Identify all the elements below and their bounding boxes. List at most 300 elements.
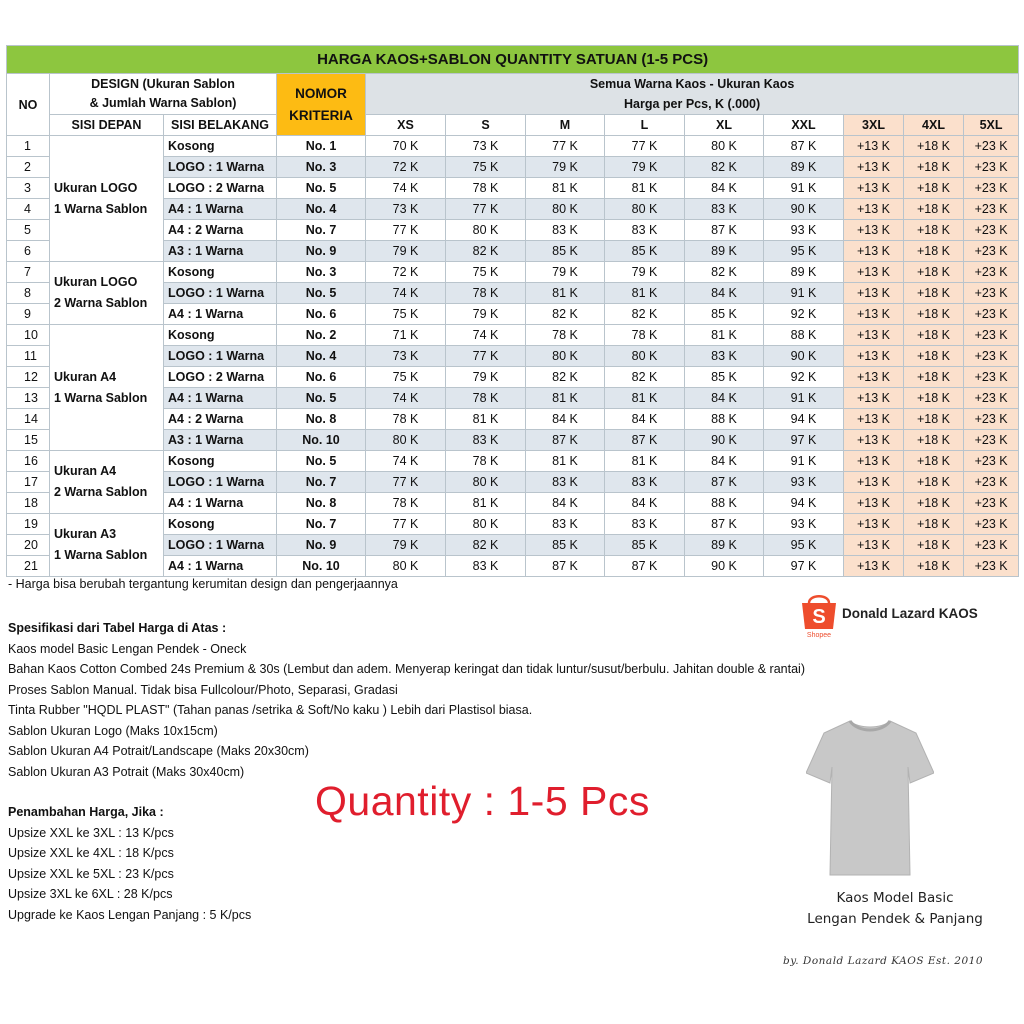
row-number: 20 (7, 535, 50, 556)
price-cell: 93 K (764, 472, 844, 493)
upsize-line: Upgrade ke Kaos Lengan Panjang : 5 K/pcs (8, 907, 252, 922)
extra-size-price-cell: +18 K (904, 220, 964, 241)
price-cell: 79 K (605, 157, 685, 178)
header-size-xl: XL (685, 115, 764, 136)
kriteria-cell: No. 8 (277, 493, 366, 514)
kriteria-cell: No. 7 (277, 472, 366, 493)
header-nomor-kriteria (277, 74, 366, 136)
extra-size-price-cell: +23 K (964, 157, 1019, 178)
sisi-belakang-cell: LOGO : 2 Warna (164, 178, 277, 199)
price-cell: 93 K (764, 514, 844, 535)
extra-size-price-cell: +23 K (964, 556, 1019, 577)
header-semua-line2: Harga per Pcs, K (.000) (624, 97, 761, 111)
design-cell (50, 325, 164, 451)
sisi-belakang-cell: A4 : 1 Warna (164, 304, 277, 325)
header-sisi-belakang: SISI BELAKANG (164, 115, 277, 136)
price-cell: 83 K (526, 220, 605, 241)
extra-size-price-cell: +13 K (844, 556, 904, 577)
kriteria-cell: No. 6 (277, 304, 366, 325)
kriteria-cell: No. 6 (277, 367, 366, 388)
price-cell: 73 K (366, 199, 446, 220)
specs-section (8, 618, 805, 782)
price-cell: 74 K (366, 451, 446, 472)
extra-size-price-cell: +23 K (964, 367, 1019, 388)
kriteria-cell: No. 5 (277, 388, 366, 409)
price-cell: 80 K (446, 472, 526, 493)
upsize-line: Upsize 3XL ke 6XL : 28 K/pcs (8, 887, 173, 901)
price-cell: 79 K (446, 304, 526, 325)
row-number: 8 (7, 283, 50, 304)
price-cell: 71 K (366, 325, 446, 346)
sisi-belakang-cell: LOGO : 1 Warna (164, 535, 277, 556)
extra-size-price-cell: +18 K (904, 283, 964, 304)
header-size-m: M (526, 115, 605, 136)
design-line: 2 Warna Sablon (54, 485, 148, 499)
price-cell: 74 K (446, 325, 526, 346)
price-cell: 91 K (764, 283, 844, 304)
extra-size-price-cell: +18 K (904, 157, 964, 178)
price-cell: 82 K (605, 367, 685, 388)
extra-size-price-cell: +23 K (964, 325, 1019, 346)
sisi-belakang-cell: LOGO : 1 Warna (164, 283, 277, 304)
extra-size-price-cell: +13 K (844, 136, 904, 157)
price-cell: 87 K (685, 472, 764, 493)
tshirt-icon (806, 715, 934, 877)
price-cell: 73 K (366, 346, 446, 367)
price-cell: 80 K (526, 199, 605, 220)
price-cell: 95 K (764, 535, 844, 556)
extra-size-price-cell: +18 K (904, 241, 964, 262)
row-number: 12 (7, 367, 50, 388)
price-cell: 77 K (366, 514, 446, 535)
price-cell: 97 K (764, 556, 844, 577)
sisi-belakang-cell: Kosong (164, 136, 277, 157)
shop-name: Donald Lazard KAOS (842, 606, 978, 621)
extra-size-price-cell: +18 K (904, 178, 964, 199)
extra-size-price-cell: +23 K (964, 220, 1019, 241)
price-cell: 81 K (526, 451, 605, 472)
row-number: 4 (7, 199, 50, 220)
sisi-belakang-cell: A4 : 1 Warna (164, 388, 277, 409)
extra-size-price-cell: +23 K (964, 451, 1019, 472)
header-size-3xl: 3XL (844, 115, 904, 136)
price-cell: 97 K (764, 430, 844, 451)
shopee-bag-icon (799, 591, 839, 639)
price-cell: 72 K (366, 157, 446, 178)
price-cell: 74 K (366, 388, 446, 409)
design-line: Ukuran LOGO (54, 180, 138, 195)
header-size-s: S (446, 115, 526, 136)
price-cell: 78 K (446, 388, 526, 409)
extra-size-price-cell: +18 K (904, 493, 964, 514)
price-cell: 75 K (366, 304, 446, 325)
row-number: 11 (7, 346, 50, 367)
price-cell: 81 K (605, 388, 685, 409)
design-cell (50, 136, 164, 262)
header-size-xxl: XXL (764, 115, 844, 136)
price-table (6, 45, 1019, 577)
price-cell: 81 K (526, 388, 605, 409)
extra-size-price-cell: +23 K (964, 535, 1019, 556)
price-cell: 78 K (366, 409, 446, 430)
price-cell: 83 K (685, 199, 764, 220)
price-cell: 91 K (764, 178, 844, 199)
sisi-belakang-cell: LOGO : 2 Warna (164, 367, 277, 388)
price-cell: 84 K (605, 493, 685, 514)
extra-size-price-cell: +23 K (964, 136, 1019, 157)
table-row (7, 262, 1019, 283)
extra-size-price-cell: +23 K (964, 304, 1019, 325)
sisi-belakang-cell: LOGO : 1 Warna (164, 472, 277, 493)
row-number: 15 (7, 430, 50, 451)
svg-text:S: S (812, 606, 826, 628)
header-design-line2: & Jumlah Warna Sablon) (89, 96, 237, 110)
kriteria-cell: No. 4 (277, 346, 366, 367)
design-cell (50, 451, 164, 514)
row-number: 1 (7, 136, 50, 157)
price-cell: 84 K (526, 493, 605, 514)
price-cell: 80 K (446, 514, 526, 535)
price-cell: 81 K (446, 409, 526, 430)
header-design (50, 74, 277, 115)
shopee-label: Shopee (806, 632, 832, 639)
design-cell (50, 514, 164, 577)
sisi-belakang-cell: A4 : 1 Warna (164, 556, 277, 577)
price-cell: 81 K (605, 451, 685, 472)
price-cell: 90 K (764, 199, 844, 220)
kriteria-cell: No. 5 (277, 451, 366, 472)
extra-size-price-cell: +13 K (844, 199, 904, 220)
price-cell: 83 K (605, 220, 685, 241)
sisi-belakang-cell: Kosong (164, 451, 277, 472)
price-cell: 85 K (526, 241, 605, 262)
extra-size-price-cell: +23 K (964, 430, 1019, 451)
price-cell: 72 K (366, 262, 446, 283)
price-cell: 84 K (685, 178, 764, 199)
price-cell: 85 K (605, 535, 685, 556)
extra-size-price-cell: +23 K (964, 472, 1019, 493)
price-cell: 78 K (526, 325, 605, 346)
upsize-section (8, 802, 251, 925)
specs-title: Spesifikasi dari Tabel Harga di Atas : (8, 621, 227, 635)
quantity-banner: Quantity : 1-5 Pcs (315, 778, 650, 824)
price-cell: 75 K (366, 367, 446, 388)
price-cell: 84 K (526, 409, 605, 430)
price-cell: 77 K (366, 472, 446, 493)
price-cell: 80 K (605, 199, 685, 220)
header-no: NO (7, 74, 50, 136)
price-cell: 78 K (605, 325, 685, 346)
sisi-belakang-cell: A4 : 1 Warna (164, 493, 277, 514)
price-cell: 79 K (526, 157, 605, 178)
price-cell: 77 K (366, 220, 446, 241)
price-cell: 77 K (446, 199, 526, 220)
table-row (7, 514, 1019, 535)
extra-size-price-cell: +23 K (964, 346, 1019, 367)
sisi-belakang-cell: LOGO : 1 Warna (164, 346, 277, 367)
price-cell: 80 K (446, 220, 526, 241)
extra-size-price-cell: +18 K (904, 556, 964, 577)
row-number: 18 (7, 493, 50, 514)
extra-size-price-cell: +13 K (844, 493, 904, 514)
design-line: 1 Warna Sablon (54, 201, 148, 216)
extra-size-price-cell: +18 K (904, 304, 964, 325)
extra-size-price-cell: +13 K (844, 304, 904, 325)
extra-size-price-cell: +18 K (904, 262, 964, 283)
price-cell: 87 K (526, 430, 605, 451)
extra-size-price-cell: +13 K (844, 283, 904, 304)
price-cell: 81 K (605, 178, 685, 199)
price-cell: 81 K (446, 493, 526, 514)
price-cell: 81 K (526, 178, 605, 199)
design-line: Ukuran LOGO (54, 275, 138, 289)
price-cell: 84 K (685, 388, 764, 409)
kriteria-cell: No. 3 (277, 157, 366, 178)
design-line: Ukuran A3 (54, 527, 117, 541)
table-row (7, 325, 1019, 346)
extra-size-price-cell: +18 K (904, 346, 964, 367)
price-note: - Harga bisa berubah tergantung kerumitan design dan pengerjaannya (8, 577, 398, 591)
price-cell: 87 K (605, 430, 685, 451)
extra-size-price-cell: +18 K (904, 535, 964, 556)
row-number: 7 (7, 262, 50, 283)
header-size-5xl: 5XL (964, 115, 1019, 136)
row-number: 9 (7, 304, 50, 325)
price-cell: 80 K (605, 346, 685, 367)
price-cell: 90 K (685, 430, 764, 451)
price-cell: 84 K (685, 283, 764, 304)
extra-size-price-cell: +23 K (964, 409, 1019, 430)
upsize-line: Upsize XXL ke 5XL : 23 K/pcs (8, 866, 174, 881)
price-cell: 70 K (366, 136, 446, 157)
price-cell: 78 K (446, 178, 526, 199)
header-size-l: L (605, 115, 685, 136)
extra-size-price-cell: +13 K (844, 514, 904, 535)
row-number: 13 (7, 388, 50, 409)
price-cell: 80 K (366, 430, 446, 451)
kriteria-cell: No. 10 (277, 430, 366, 451)
specs-line: Sablon Ukuran Logo (Maks 10x15cm) (8, 723, 218, 738)
price-cell: 87 K (526, 556, 605, 577)
header-sisi-depan: SISI DEPAN (50, 115, 164, 136)
extra-size-price-cell: +18 K (904, 136, 964, 157)
price-cell: 81 K (685, 325, 764, 346)
price-cell: 84 K (605, 409, 685, 430)
extra-size-price-cell: +23 K (964, 262, 1019, 283)
extra-size-price-cell: +13 K (844, 388, 904, 409)
extra-size-price-cell: +23 K (964, 178, 1019, 199)
price-cell: 81 K (526, 283, 605, 304)
price-cell: 89 K (764, 157, 844, 178)
price-cell: 74 K (366, 178, 446, 199)
price-cell: 87 K (605, 556, 685, 577)
upsize-title: Penambahan Harga, Jika : (8, 805, 164, 819)
price-cell: 79 K (366, 535, 446, 556)
price-cell: 79 K (446, 367, 526, 388)
price-cell: 94 K (764, 493, 844, 514)
extra-size-price-cell: +23 K (964, 241, 1019, 262)
kriteria-cell: No. 1 (277, 136, 366, 157)
extra-size-price-cell: +13 K (844, 241, 904, 262)
price-cell: 90 K (685, 556, 764, 577)
kriteria-cell: No. 8 (277, 409, 366, 430)
extra-size-price-cell: +18 K (904, 409, 964, 430)
price-cell: 85 K (685, 367, 764, 388)
kriteria-cell: No. 7 (277, 514, 366, 535)
price-cell: 75 K (446, 157, 526, 178)
tshirt-caption (790, 888, 1000, 930)
extra-size-price-cell: +23 K (964, 493, 1019, 514)
price-cell: 93 K (764, 220, 844, 241)
design-line: 1 Warna Sablon (54, 548, 148, 562)
extra-size-price-cell: +13 K (844, 262, 904, 283)
price-cell: 80 K (685, 136, 764, 157)
kriteria-cell: No. 7 (277, 220, 366, 241)
price-cell: 73 K (446, 136, 526, 157)
sisi-belakang-cell: Kosong (164, 325, 277, 346)
specs-line: Sablon Ukuran A3 Potrait (Maks 30x40cm) (8, 764, 245, 779)
design-line: 1 Warna Sablon (54, 390, 148, 405)
extra-size-price-cell: +18 K (904, 514, 964, 535)
price-cell: 83 K (526, 514, 605, 535)
price-cell: 85 K (605, 241, 685, 262)
sisi-belakang-cell: LOGO : 1 Warna (164, 157, 277, 178)
price-cell: 83 K (685, 346, 764, 367)
row-number: 5 (7, 220, 50, 241)
extra-size-price-cell: +18 K (904, 367, 964, 388)
table-title: HARGA KAOS+SABLON QUANTITY SATUAN (1-5 PCS) (7, 46, 1019, 74)
extra-size-price-cell: +13 K (844, 325, 904, 346)
extra-size-price-cell: +18 K (904, 451, 964, 472)
price-cell: 84 K (685, 451, 764, 472)
price-cell: 87 K (764, 136, 844, 157)
price-cell: 87 K (685, 514, 764, 535)
kriteria-cell: No. 9 (277, 241, 366, 262)
extra-size-price-cell: +13 K (844, 451, 904, 472)
specs-line: Proses Sablon Manual. Tidak bisa Fullcolour/Photo, Separasi, Gradasi (8, 682, 398, 697)
upsize-line: Upsize XXL ke 3XL : 13 K/pcs (8, 825, 174, 840)
price-cell: 75 K (446, 262, 526, 283)
price-cell: 87 K (685, 220, 764, 241)
row-number: 16 (7, 451, 50, 472)
price-cell: 88 K (685, 493, 764, 514)
price-cell: 95 K (764, 241, 844, 262)
extra-size-price-cell: +13 K (844, 535, 904, 556)
price-cell: 78 K (446, 283, 526, 304)
sisi-belakang-cell: A4 : 1 Warna (164, 199, 277, 220)
extra-size-price-cell: +13 K (844, 346, 904, 367)
extra-size-price-cell: +18 K (904, 325, 964, 346)
extra-size-price-cell: +13 K (844, 409, 904, 430)
sisi-belakang-cell: A4 : 2 Warna (164, 409, 277, 430)
price-cell: 90 K (764, 346, 844, 367)
price-cell: 82 K (446, 241, 526, 262)
design-line: Ukuran A4 (54, 369, 117, 384)
price-cell: 92 K (764, 367, 844, 388)
price-cell: 80 K (526, 346, 605, 367)
specs-line: Tinta Rubber "HQDL PLAST" (Tahan panas /setrika & Soft/No kaku ) Lebih dari Plastisol biasa. (8, 703, 533, 717)
price-cell: 89 K (764, 262, 844, 283)
price-cell: 85 K (685, 304, 764, 325)
sisi-belakang-cell: A3 : 1 Warna (164, 241, 277, 262)
extra-size-price-cell: +13 K (844, 220, 904, 241)
extra-size-price-cell: +23 K (964, 283, 1019, 304)
table-row (7, 136, 1019, 157)
specs-line: Bahan Kaos Cotton Combed 24s Premium & 30s (Lembut dan adem. Menyerap keringat dan tidak luntur/susut/berbulu. Jahitan double & rantai) (8, 662, 805, 676)
row-number: 2 (7, 157, 50, 178)
sisi-belakang-cell: Kosong (164, 262, 277, 283)
price-cell: 79 K (526, 262, 605, 283)
kriteria-cell: No. 5 (277, 283, 366, 304)
tshirt-caption-line2: Lengan Pendek & Panjang (807, 911, 983, 927)
row-number: 14 (7, 409, 50, 430)
upsize-line: Upsize XXL ke 4XL : 18 K/pcs (8, 846, 174, 860)
kriteria-cell: No. 2 (277, 325, 366, 346)
header-nomor-line1: NOMOR (295, 85, 347, 101)
price-cell: 82 K (685, 157, 764, 178)
extra-size-price-cell: +18 K (904, 199, 964, 220)
header-size-4xl: 4XL (904, 115, 964, 136)
header-nomor-line2: KRITERIA (289, 107, 353, 123)
design-line: 2 Warna Sablon (54, 296, 148, 310)
extra-size-price-cell: +23 K (964, 388, 1019, 409)
price-cell: 82 K (605, 304, 685, 325)
price-cell: 77 K (446, 346, 526, 367)
price-cell: 78 K (366, 493, 446, 514)
price-cell: 85 K (526, 535, 605, 556)
price-cell: 83 K (446, 556, 526, 577)
header-semua-line1: Semua Warna Kaos - Ukuran Kaos (589, 77, 795, 91)
price-cell: 80 K (366, 556, 446, 577)
header-size-xs: XS (366, 115, 446, 136)
price-cell: 83 K (526, 472, 605, 493)
table-row (7, 451, 1019, 472)
price-cell: 82 K (526, 367, 605, 388)
extra-size-price-cell: +13 K (844, 178, 904, 199)
extra-size-price-cell: +23 K (964, 514, 1019, 535)
sisi-belakang-cell: Kosong (164, 514, 277, 535)
extra-size-price-cell: +13 K (844, 430, 904, 451)
price-cell: 79 K (366, 241, 446, 262)
row-number: 10 (7, 325, 50, 346)
signature: by. Donald Lazard KAOS Est. 2010 (783, 955, 984, 967)
price-cell: 91 K (764, 388, 844, 409)
kriteria-cell: No. 3 (277, 262, 366, 283)
design-line: Ukuran A4 (54, 464, 117, 478)
price-cell: 82 K (526, 304, 605, 325)
price-cell: 81 K (605, 283, 685, 304)
price-cell: 74 K (366, 283, 446, 304)
extra-size-price-cell: +23 K (964, 199, 1019, 220)
row-number: 17 (7, 472, 50, 493)
extra-size-price-cell: +13 K (844, 367, 904, 388)
kriteria-cell: No. 9 (277, 535, 366, 556)
price-cell: 94 K (764, 409, 844, 430)
extra-size-price-cell: +18 K (904, 472, 964, 493)
price-cell: 82 K (446, 535, 526, 556)
extra-size-price-cell: +18 K (904, 388, 964, 409)
price-cell: 89 K (685, 241, 764, 262)
price-cell: 89 K (685, 535, 764, 556)
price-cell: 88 K (685, 409, 764, 430)
design-cell (50, 262, 164, 325)
price-cell: 78 K (446, 451, 526, 472)
extra-size-price-cell: +13 K (844, 472, 904, 493)
price-cell: 77 K (605, 136, 685, 157)
kriteria-cell: No. 4 (277, 199, 366, 220)
price-cell: 83 K (605, 514, 685, 535)
kriteria-cell: No. 10 (277, 556, 366, 577)
